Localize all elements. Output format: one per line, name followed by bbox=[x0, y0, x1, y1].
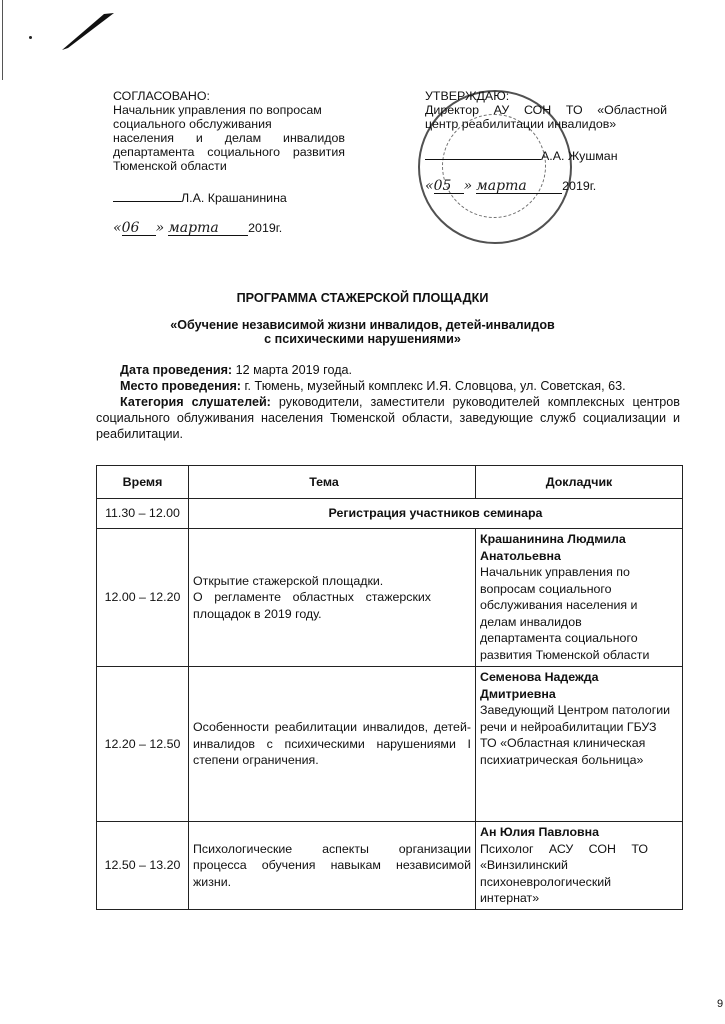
date-day: 06 bbox=[122, 221, 156, 236]
date-day: 05 bbox=[434, 179, 464, 194]
approval-line: социального обслуживания bbox=[113, 117, 272, 131]
pen-stroke-mark bbox=[60, 10, 120, 55]
speaker-role: Начальник управления по вопросам социального обслуживания населения и делам инвалидов департамента социального развития Тюменской области bbox=[480, 565, 650, 662]
signature-line bbox=[425, 147, 541, 160]
approval-heading: УТВЕРЖДАЮ: bbox=[425, 89, 510, 103]
registration-cell: Регистрация участников семинара bbox=[189, 499, 683, 529]
scan-dot bbox=[29, 36, 32, 39]
signatory-name: А.А. Жушман bbox=[541, 149, 618, 163]
approval-line: центр реабилитации инвалидов» bbox=[425, 117, 617, 131]
table-header-row bbox=[97, 466, 683, 499]
topic-cell: Особенности реабилитации инвалидов, детей-инвалидов с психическими нарушениями I степени ограничения. bbox=[189, 667, 476, 822]
time-cell: 12.50 – 13.20 bbox=[97, 822, 189, 910]
speaker-cell bbox=[476, 822, 683, 910]
event-date: Дата проведения: 12 марта 2019 года. bbox=[120, 363, 353, 377]
table-row bbox=[97, 529, 683, 667]
speaker-name: Крашанинина Людмила Анатольевна bbox=[480, 532, 626, 563]
table-row bbox=[97, 667, 683, 822]
approval-line: Директор АУ СОН ТО «Областной bbox=[425, 103, 667, 117]
speaker-name: Ан Юлия Павловна bbox=[480, 825, 600, 839]
approval-line: Тюменской области bbox=[113, 159, 227, 173]
approval-line: населения и делам инвалидов bbox=[113, 131, 345, 145]
document-subtitle: «Обучение независимой жизни инвалидов, детей-инвалидов с психическими нарушениями» bbox=[170, 318, 555, 346]
approval-block-approved: УТВЕРЖДАЮ: Директор АУ СОН ТО «Областной центр реабилитации инвалидов» А.А. Жушман « 05 » марта 2019г. bbox=[425, 89, 667, 194]
event-info bbox=[96, 362, 680, 442]
approval-line: департамента социального развития bbox=[113, 145, 345, 159]
table-row-registration bbox=[97, 499, 683, 529]
topic-cell: Открытие стажерской площадки. О регламенте областных стажерских площадок в 2019 году. bbox=[189, 529, 476, 667]
speaker-cell bbox=[476, 529, 683, 667]
table-row bbox=[97, 822, 683, 910]
page-number-mark: 9 bbox=[717, 998, 724, 1010]
approval-line: Начальник управления по вопросам bbox=[113, 103, 322, 117]
topic-cell: Психологические аспекты организации процесса обучения навыкам независимой жизни. bbox=[189, 822, 476, 910]
approval-heading: СОГЛАСОВАНО: bbox=[113, 89, 210, 103]
time-cell: 11.30 – 12.00 bbox=[97, 499, 189, 529]
header-time: Время bbox=[97, 466, 189, 499]
approval-block-agreed: СОГЛАСОВАНО: Начальник управления по вопросам социального обслуживания населения и делам инвалидов департамента социального развития Тюменской области Л.А. Крашанинина « 06 » марта 2019г. bbox=[113, 89, 345, 236]
document-title: ПРОГРАММА СТАЖЕРСКОЙ ПЛОЩАДКИ bbox=[236, 291, 489, 305]
date-year: 2019г. bbox=[562, 179, 597, 193]
header-speaker: Докладчик bbox=[476, 466, 683, 499]
date-month: марта bbox=[168, 221, 248, 236]
program-table bbox=[96, 465, 683, 910]
header-topic: Тема bbox=[189, 466, 476, 499]
speaker-role: Заведующий Центром патологии речи и нейроабилитации ГБУЗ ТО «Областная клиническая психиатрическая больница» bbox=[480, 703, 671, 767]
date-year: 2019г. bbox=[248, 221, 283, 235]
time-cell: 12.20 – 12.50 bbox=[97, 667, 189, 822]
signatory-name: Л.А. Крашанинина bbox=[181, 191, 287, 205]
signature-line bbox=[113, 189, 181, 202]
time-cell: 12.00 – 12.20 bbox=[97, 529, 189, 667]
date-month: марта bbox=[476, 179, 562, 194]
event-place: Место проведения: г. Тюмень, музейный комплекс И.Я. Словцова, ул. Советская, 63. bbox=[120, 379, 626, 393]
event-audience: Категория слушателей: руководители, заместители руководителей комплексных центров социального облуживания населения Тюменской области, заведующие служб социализации и реабилитации. bbox=[96, 395, 681, 441]
speaker-name: Семенова Надежда Дмитриевна bbox=[480, 670, 599, 701]
speaker-cell bbox=[476, 667, 683, 822]
speaker-role: Психолог АСУ СОН ТО «Винзилинский психоневрологический интернат» bbox=[480, 841, 648, 905]
scan-edge bbox=[2, 0, 3, 80]
